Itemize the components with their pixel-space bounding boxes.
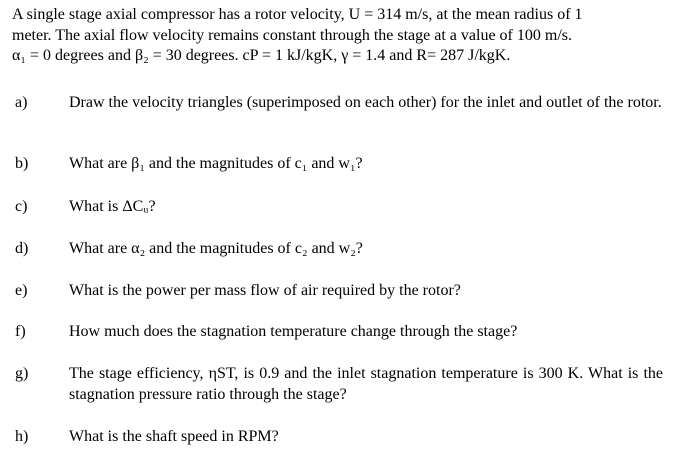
intro-line-3: α₁ = 0 degrees and β₂ = 30 degrees. cP = 1 kJ/kgK, γ = 1.4 and R= 287 J/kgK. xyxy=(12,47,511,64)
question-text: What is the power per mass flow of air required by the rotor? xyxy=(69,282,461,299)
question-text: How much does the stagnation temperature change through the stage? xyxy=(69,323,518,340)
question-text: The stage efficiency, ηST, is 0.9 and the inlet stagnation temperature is 300 K. What is the stagnation pressure ratio through the stage? xyxy=(69,365,663,403)
question-label: h) xyxy=(15,428,29,445)
question-text: What is ΔCᵤ? xyxy=(69,198,156,215)
question-label: a) xyxy=(15,94,28,111)
question-text: What is the shaft speed in RPM? xyxy=(69,428,279,445)
question-text: What are β₁ and the magnitudes of c₁ and w₁? xyxy=(69,155,363,172)
question-text: What are α₂ and the magnitudes of c₂ and w₂? xyxy=(69,240,363,257)
question-label: g) xyxy=(15,365,29,382)
intro-line-2: meter. The axial flow velocity remains constant through the stage at a value of 100 m/s. xyxy=(12,26,572,44)
question-label: f) xyxy=(15,323,26,340)
intro-line-1: A single stage axial compressor has a rotor velocity, U = 314 m/s, at the mean radius of 1 xyxy=(12,6,583,23)
question-label: b) xyxy=(15,155,29,172)
question-text: Draw the velocity triangles (superimposed on each other) for the inlet and outlet of the rotor. xyxy=(69,94,662,111)
question-label: d) xyxy=(15,240,29,257)
question-label: e) xyxy=(15,282,28,299)
question-label: c) xyxy=(15,198,28,215)
problem-statement xyxy=(12,5,690,67)
